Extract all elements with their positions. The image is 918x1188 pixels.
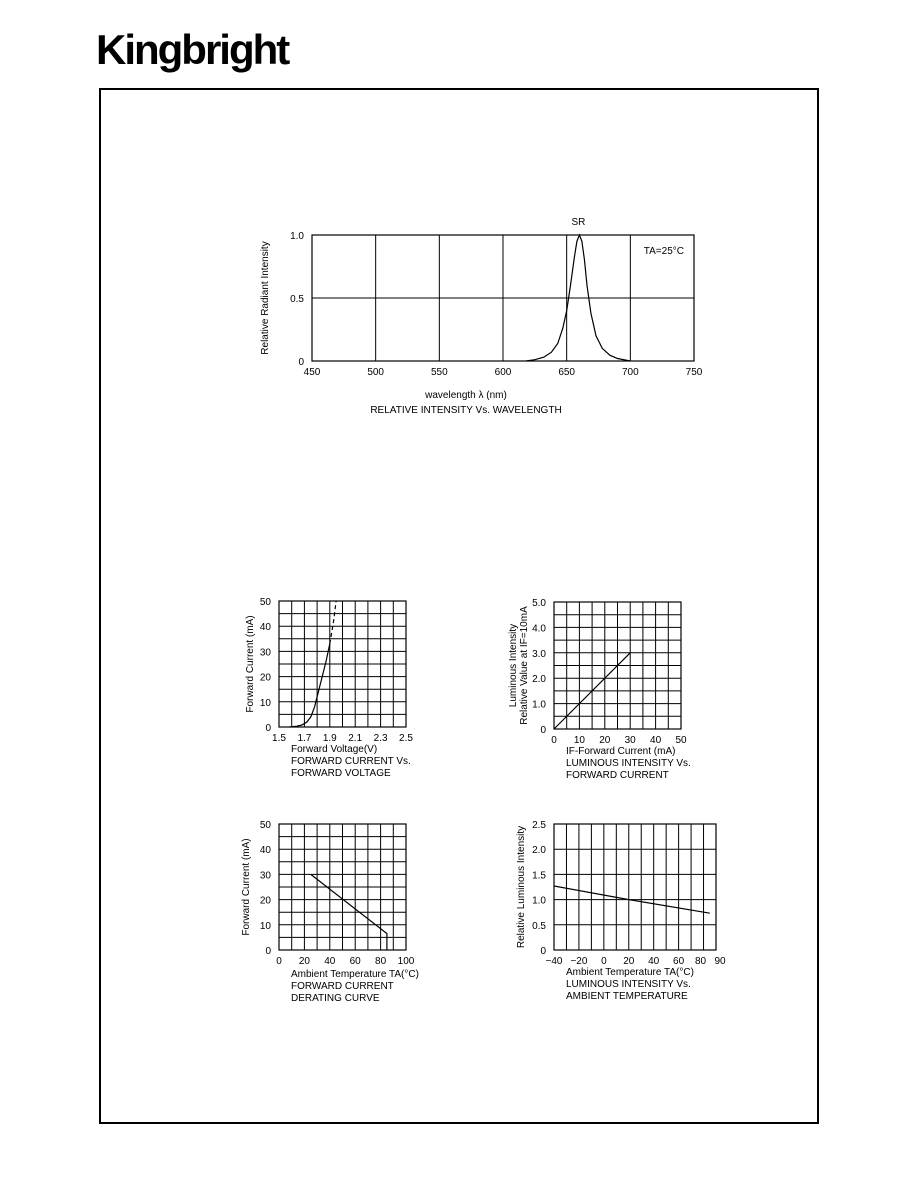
x-tick-label: 100 — [397, 956, 415, 967]
y-tick-label: 0.5 — [532, 920, 546, 932]
x-tick-label: 40 — [324, 956, 336, 967]
y-axis-label: Relative Value at IF=10mA — [519, 606, 530, 725]
chart-title: FORWARD VOLTAGE — [291, 768, 391, 779]
x-tick-label: 2.1 — [348, 733, 363, 744]
y-axis-label: Luminous Intensity — [508, 623, 519, 708]
x-tick-label: 40 — [650, 735, 662, 746]
y-axis-label: Forward Current (mA) — [241, 838, 252, 936]
y-tick-label: 0 — [265, 946, 271, 957]
y-tick-label: 20 — [259, 672, 271, 684]
x-tick-label: 650 — [558, 367, 576, 378]
x-tick-label: 20 — [623, 956, 635, 967]
chart-title: RELATIVE INTENSITY Vs. WAVELENGTH — [370, 405, 562, 416]
y-tick-label: 10 — [259, 920, 271, 932]
y-axis-label: Relative Radiant Intensity — [260, 241, 271, 355]
y-tick-label: 0 — [298, 357, 304, 368]
temperature-annotation: TA=25°C — [643, 246, 684, 257]
x-tick-label: 600 — [494, 367, 512, 378]
x-tick-label: 0 — [551, 735, 557, 746]
x-tick-label: 10 — [573, 735, 585, 746]
chart-temp-lum — [516, 820, 726, 1002]
x-axis-label: Ambient Temperature TA(°C) — [291, 969, 419, 980]
x-tick-label: 1.5 — [272, 733, 286, 744]
y-tick-label: 2.0 — [532, 845, 546, 857]
y-tick-label: 0 — [540, 725, 546, 736]
chart-iv — [245, 597, 413, 779]
y-tick-label: 1.0 — [532, 895, 546, 907]
x-tick-label: 700 — [621, 367, 639, 378]
y-tick-label: 30 — [259, 647, 271, 659]
series-line — [330, 601, 336, 644]
x-axis-label: Ambient Temperature TA(°C) — [566, 967, 694, 978]
x-tick-label: 60 — [673, 956, 685, 967]
x-tick-label: 550 — [430, 367, 448, 378]
x-tick-label: 0 — [276, 956, 282, 967]
x-tick-label: 80 — [375, 956, 387, 967]
chart-spectrum — [260, 217, 703, 416]
x-tick-label: 1.7 — [297, 733, 312, 744]
x-tick-label: 750 — [685, 367, 703, 378]
peak-label: SR — [571, 217, 586, 228]
chart-title: DERATING CURVE — [291, 993, 380, 1004]
chart-title: FORWARD CURRENT — [566, 770, 669, 781]
chart-title: AMBIENT TEMPERATURE — [566, 991, 688, 1002]
x-tick-label: 90 — [714, 956, 726, 967]
y-tick-label: 0.5 — [290, 294, 304, 305]
x-tick-label: 60 — [349, 956, 361, 967]
chart-title: LUMINOUS INTENSITY Vs. — [566, 979, 691, 990]
y-tick-label: 1.0 — [290, 231, 304, 242]
y-axis-label: Forward Current (mA) — [245, 615, 256, 713]
y-tick-label: 1.5 — [532, 870, 546, 882]
x-tick-label: 0 — [601, 956, 607, 967]
chart-title: FORWARD CURRENT — [291, 981, 394, 992]
brand-logo: Kingbright — [96, 26, 289, 73]
y-tick-label: 2.0 — [532, 674, 546, 686]
x-tick-label: 2.3 — [373, 733, 388, 744]
x-tick-label: 450 — [303, 367, 321, 378]
y-tick-label: 4.0 — [532, 623, 546, 635]
y-tick-label: 3.0 — [532, 648, 546, 660]
x-tick-label: 30 — [624, 735, 636, 746]
y-tick-label: 40 — [259, 622, 271, 634]
y-tick-label: 0 — [265, 723, 271, 734]
y-axis-label: Relative Luminous Intensity — [516, 825, 527, 949]
y-tick-label: 30 — [259, 870, 271, 882]
x-tick-label: −40 — [545, 956, 563, 967]
y-tick-label: 50 — [259, 820, 271, 831]
x-axis-label: IF-Forward Current (mA) — [566, 746, 676, 757]
y-tick-label: 20 — [259, 895, 271, 907]
x-tick-label: 20 — [298, 956, 310, 967]
y-tick-label: 40 — [259, 845, 271, 857]
y-tick-label: 10 — [259, 697, 271, 709]
x-tick-label: 2.5 — [399, 733, 413, 744]
plot-frame — [554, 824, 716, 950]
x-tick-label: 40 — [648, 956, 660, 967]
x-axis-label: Forward Voltage(V) — [291, 744, 378, 755]
chart-title: FORWARD CURRENT Vs. — [291, 756, 411, 767]
x-tick-label: 50 — [675, 735, 687, 746]
chart-title: LUMINOUS INTENSITY Vs. — [566, 758, 691, 769]
x-tick-label: 1.9 — [322, 733, 337, 744]
x-axis-label: wavelength λ (nm) — [425, 390, 507, 401]
chart-derating — [241, 820, 419, 1004]
y-tick-label: 1.0 — [532, 699, 546, 711]
y-tick-label: 50 — [259, 597, 271, 608]
y-tick-label: 2.5 — [532, 820, 546, 831]
y-tick-label: 0 — [540, 946, 546, 957]
x-tick-label: 20 — [599, 735, 611, 746]
y-tick-label: 5.0 — [532, 598, 546, 609]
x-tick-label: 500 — [367, 367, 385, 378]
x-tick-label: 80 — [694, 956, 707, 967]
x-tick-label: −20 — [570, 956, 588, 967]
chart-iv-lum — [508, 598, 691, 781]
